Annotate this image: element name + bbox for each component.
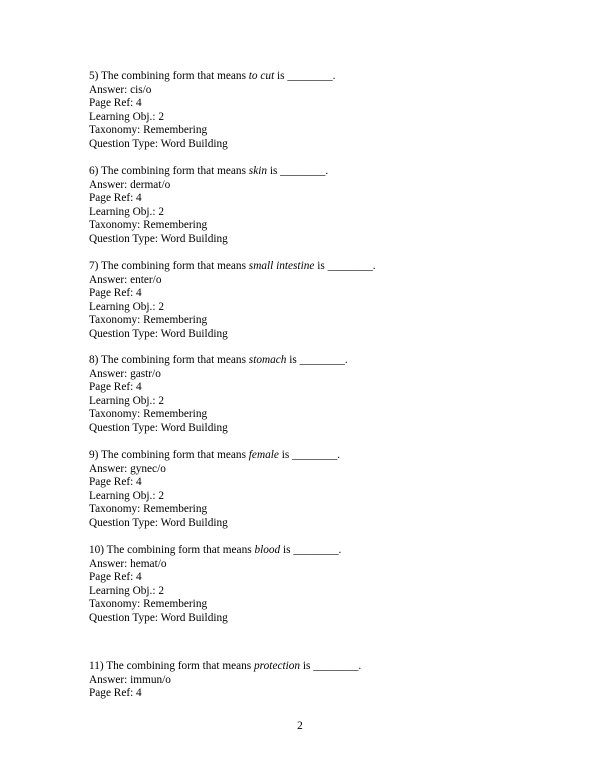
answer-line: Answer: enter/o [89,273,162,286]
taxonomy-line: Taxonomy: Remembering [89,219,208,231]
question-prompt [89,70,559,84]
learning-obj-line: Learning Obj.: 2 [89,300,164,313]
question-prompt [89,544,559,558]
question-type-line: Question Type: Word Building [89,516,228,529]
answer-line: Answer: hemat/o [89,557,167,570]
question-type-line: Question Type: Word Building [89,137,228,150]
prompt-text: 5) The combining form that means [89,70,249,82]
prompt-term: protection [254,660,301,672]
question-block [89,260,559,341]
question-type-line: Question Type: Word Building [89,232,228,245]
prompt-blank: is ________. [300,660,362,672]
prompt-text: 10) The combining form that means [89,544,255,556]
prompt-blank: is ________. [274,70,336,82]
question-block [89,165,559,246]
prompt-term: blood [254,544,281,556]
page-ref-line: Page Ref: 4 [89,476,142,488]
prompt-term: to cut [248,70,275,82]
prompt-term: female [248,449,279,461]
question-type-line: Question Type: Word Building [89,611,228,624]
taxonomy-line: Taxonomy: Remembering [89,408,208,420]
question-block [89,449,559,530]
page-number: 2 [297,720,303,732]
answer-line: Answer: immun/o [89,673,171,686]
learning-obj-line: Learning Obj.: 2 [89,110,164,123]
prompt-text: 8) The combining form that means [89,354,249,366]
prompt-term: stomach [248,354,287,366]
prompt-term: skin [248,165,267,177]
page-ref-line: Page Ref: 4 [89,381,142,393]
learning-obj-line: Learning Obj.: 2 [89,584,164,597]
prompt-blank: is ________. [280,544,342,556]
question-prompt [89,449,559,463]
prompt-term: small intestine [248,260,315,272]
question-block [89,660,559,701]
prompt-blank: is ________. [314,260,376,272]
answer-line: Answer: gynec/o [89,462,166,475]
answer-line: Answer: cis/o [89,83,152,96]
prompt-text: 6) The combining form that means [89,165,249,177]
question-type-line: Question Type: Word Building [89,327,228,340]
learning-obj-line: Learning Obj.: 2 [89,205,164,218]
prompt-text: 9) The combining form that means [89,449,249,461]
question-prompt [89,354,559,368]
learning-obj-line: Learning Obj.: 2 [89,489,164,502]
taxonomy-line: Taxonomy: Remembering [89,598,208,610]
taxonomy-line: Taxonomy: Remembering [89,503,208,515]
page-ref-line: Page Ref: 4 [89,687,142,699]
taxonomy-line: Taxonomy: Remembering [89,314,208,326]
page-ref-line: Page Ref: 4 [89,571,142,583]
answer-line: Answer: gastr/o [89,367,161,380]
learning-obj-line: Learning Obj.: 2 [89,394,164,407]
question-type-line: Question Type: Word Building [89,421,228,434]
question-block [89,354,559,435]
prompt-text: 7) The combining form that means [89,260,249,272]
question-block [89,544,559,625]
prompt-text: 11) The combining form that means [89,660,255,672]
prompt-blank: is ________. [286,354,348,366]
prompt-blank: is ________. [278,449,341,461]
page-ref-line: Page Ref: 4 [89,192,142,204]
answer-line: Answer: dermat/o [89,178,171,191]
question-block [89,70,559,151]
prompt-blank: is ________. [267,165,329,177]
page-ref-line: Page Ref: 4 [89,97,142,109]
taxonomy-line: Taxonomy: Remembering [89,124,208,136]
question-prompt [89,660,559,674]
question-prompt [89,165,559,179]
page-ref-line: Page Ref: 4 [89,287,142,299]
question-prompt [89,260,559,274]
